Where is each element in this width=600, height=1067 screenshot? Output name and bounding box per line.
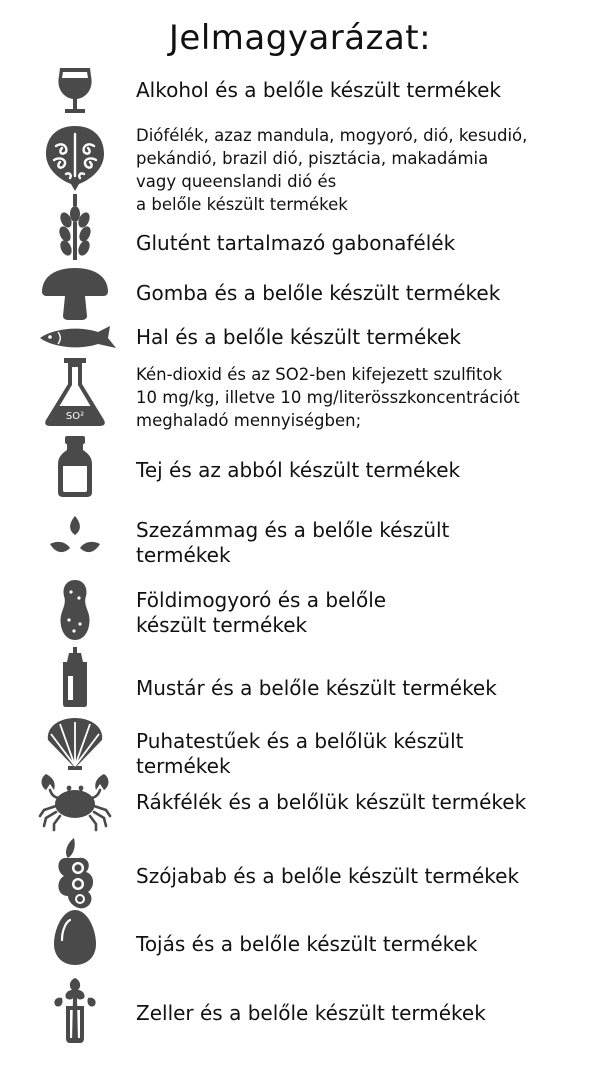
allergen-label-celery: Zeller és a belőle készült termékek	[136, 1001, 486, 1025]
allergen-label-fish: Hal és a belőle készült termékek	[136, 325, 461, 349]
flask-icon	[38, 356, 112, 428]
allergen-label-sulphite: Kén-dioxid és az SO2-ben kifejezett szulfitok 10 mg/kg, illetve 10 mg/literösszkoncentrációt meghaladó mennyiségben;	[136, 365, 520, 430]
mustard-bottle-icon	[38, 646, 112, 708]
page-title: Jelmagyarázat:	[168, 18, 432, 58]
allergen-label-peanut: Földimogyoró és a belőle készült termékek	[136, 588, 387, 637]
allergen-label-soy: Szójabab és a belőle készült termékek	[136, 864, 520, 888]
allergen-label-alcohol: Alkohol és a belőle készült termékek	[136, 78, 501, 102]
walnut-icon	[38, 124, 112, 192]
shell-icon	[38, 716, 112, 770]
egg-icon	[38, 908, 112, 966]
allergen-label-mustard: Mustár és a belőle készült termékek	[136, 676, 497, 700]
allergen-label-milk: Tej és az abból készült termékek	[136, 458, 461, 482]
allergen-label-mushroom: Gomba és a belőle készült termékek	[136, 281, 501, 305]
sesame-seeds-icon	[38, 514, 112, 562]
fish-icon	[36, 324, 120, 352]
wine-glass-icon	[38, 66, 112, 116]
crab-icon	[36, 770, 114, 832]
celery-icon	[38, 976, 112, 1044]
allergen-label-gluten: Glutént tartalmazó gabonafélék	[136, 231, 456, 255]
flask-so2-label: SO²	[65, 411, 85, 422]
allergen-label-egg: Tojás és a belőle készült termékek	[136, 932, 478, 956]
milk-bottle-icon	[38, 434, 112, 498]
wheat-icon	[38, 192, 112, 260]
allergen-label-molluscs: Puhatestűek és a belőlük készült termékek	[136, 729, 464, 778]
soybean-icon	[38, 836, 112, 912]
allergen-label-sesame: Szezámmag és a belőle készült termékek	[136, 518, 450, 567]
allergen-label-crustaceans: Rákfélék és a belőlük készült termékek	[136, 790, 527, 814]
peanut-icon	[38, 578, 112, 642]
mushroom-icon	[38, 266, 112, 320]
allergen-label-nuts: Diófélék, azaz mandula, mogyoró, dió, kesudió, pekándió, brazil dió, pisztácia, makadámia vagy queenslandi dió és a belőle készült termékek	[136, 126, 528, 214]
